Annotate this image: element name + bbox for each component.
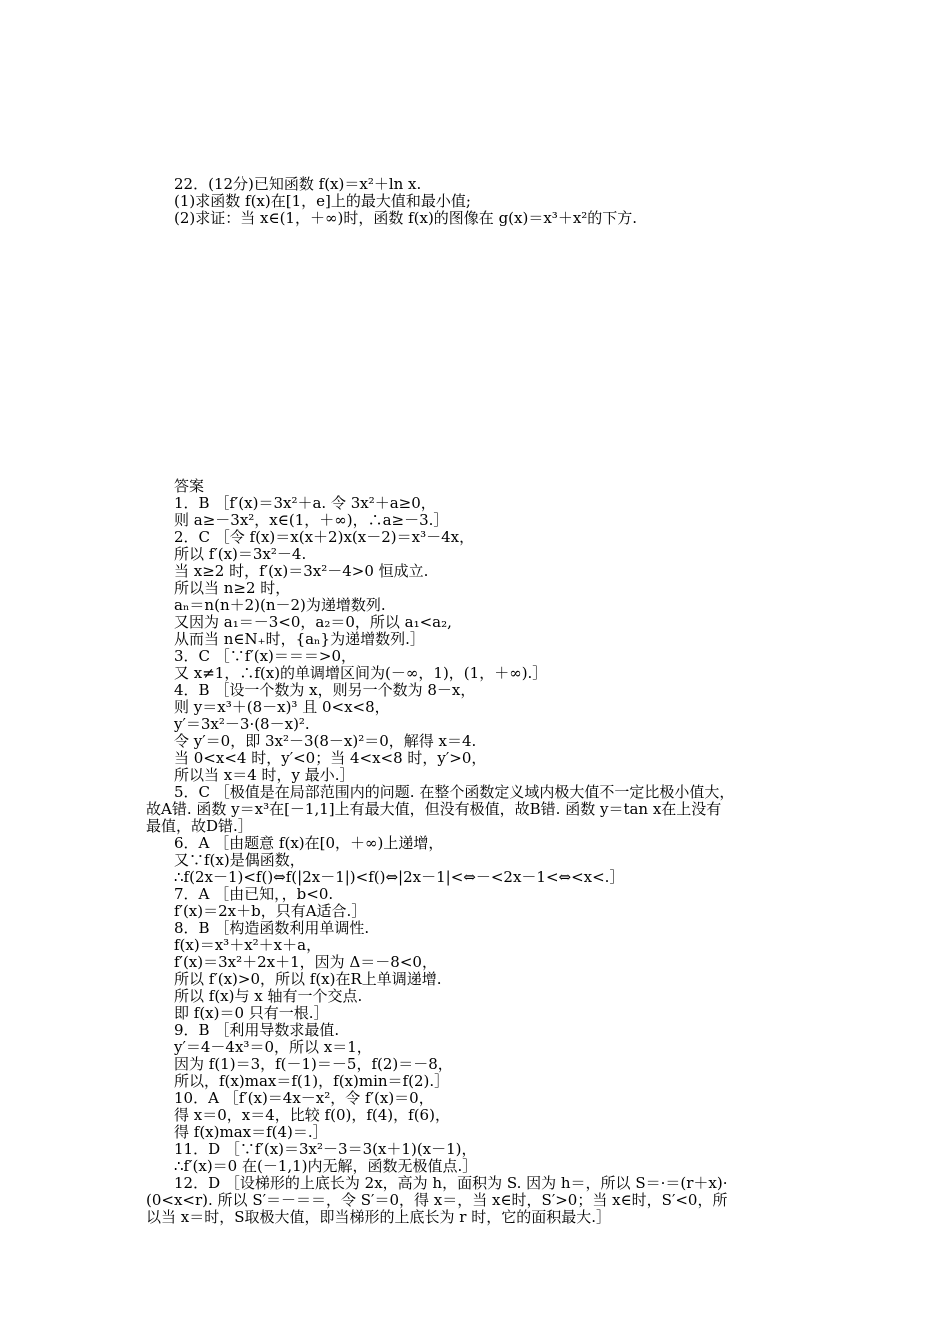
answer-line: 又因为 a₁＝－3<0，a₂＝0，所以 a₁<a₂, [174,613,452,631]
answer-line: 又∵f(x)是偶函数， [174,851,305,869]
answer-line: 又 x≠1，∴f(x)的单调增区间为(－∞，1)，(1，＋∞).］ [174,664,548,682]
answer-line: 所以当 x＝4 时，y 最小.］ [174,766,355,784]
question-22-title: 22．(12分)已知函数 f(x)＝x²＋ln x. [174,175,422,193]
answer-line: 即 f(x)＝0 只有一根.］ [174,1004,329,1022]
answer-line: 7．A ［由已知，，b<0. [174,885,334,903]
answer-line: f′(x)＝2x＋b，只有A适合.］ [174,902,367,920]
answer-line: 3．C ［∵f′(x)＝＝＝>0， [174,647,357,665]
answer-line: 1．B ［f′(x)＝3x²＋a. 令 3x²＋a≥0， [174,494,436,512]
answer-line: 故A错. 函数 y＝x³在[－1,1]上有最大值，但没有极值，故B错. 函数 y＝tan x在上没有 [146,800,722,818]
answer-line: 6．A ［由题意 f(x)在[0，＋∞)上递增， [174,834,444,852]
answer-line: 所以，f(x)max＝f(1)，f(x)min＝f(2).］ [174,1072,450,1090]
answer-line: aₙ＝n(n＋2)(n－2)为递增数列. [174,596,386,614]
answer-line: ∴f′(x)＝0 在(－1,1)内无解，函数无极值点.］ [174,1157,478,1175]
answer-line: 所以当 n≥2 时， [174,579,291,597]
answer-line: 11．D ［∵f′(x)＝3x²－3＝3(x＋1)(x－1)， [174,1140,477,1158]
answer-line: 当 x≥2 时，f′(x)＝3x²－4>0 恒成立. [174,562,429,580]
answer-line: 所以 f(x)与 x 轴有一个交点. [174,987,363,1005]
answer-line: y′＝4－4x³＝0，所以 x＝1， [174,1038,372,1056]
answer-line: 12．D ［设梯形的上底长为 2x，高为 h，面积为 S. 因为 h＝，所以 S＝·＝(r＋x)· [174,1174,728,1192]
answer-line: y′＝3x²－3·(8－x)². [174,715,310,733]
answer-line: 最值，故D错.］ [146,817,253,835]
question-22-part2: (2)求证：当 x∈(1，＋∞)时，函数 f(x)的图像在 g(x)＝x³＋x²的下方. [174,209,638,227]
answer-line: 则 y＝x³＋(8－x)³ 且 0<x<8， [174,698,390,716]
answer-line: 得 f(x)max＝f(4)＝.］ [174,1123,328,1141]
answer-line: 2．C ［令 f(x)＝x(x＋2)x(x－2)＝x³－4x， [174,528,475,546]
answer-line: 以当 x＝时，S取极大值，即当梯形的上底长为 r 时，它的面积最大.］ [146,1208,611,1226]
answer-line: 9．B ［利用导数求最值. [174,1021,340,1039]
answer-line: (0<x<r). 所以 S′＝－＝＝，令 S′＝0，得 x＝，当 x∈时，S′>0；当 x∈时，S′<0，所 [146,1191,728,1209]
answer-line: 5．C ［极值是在局部范围内的问题. 在整个函数定义域内极大值不一定比极小值大， [174,783,735,801]
answer-line: 得 x＝0，x＝4，比较 f(0)，f(4)，f(6)， [174,1106,450,1124]
answer-line: f′(x)＝3x²＋2x＋1，因为 Δ＝－8<0， [174,953,437,971]
answer-line: ∴f(2x－1)<f()⇔f(|2x－1|)<f()⇔|2x－1|<⇔－<2x－1<⇔<x<.］ [174,868,625,886]
answer-line: 因为 f(1)＝3，f(－1)＝－5，f(2)＝－8， [174,1055,453,1073]
answers-heading: 答案 [174,477,205,495]
answer-line: 则 a≥－3x²，x∈(1，＋∞)，∴a≥－3.］ [174,511,449,529]
answer-line: 从而当 n∈N₊时，{aₙ}为递增数列.］ [174,630,425,648]
answer-line: 当 0<x<4 时，y′<0；当 4<x<8 时，y′>0， [174,749,487,767]
question-22-part1: (1)求函数 f(x)在[1，e]上的最大值和最小值; [174,192,471,210]
answer-line: 8．B ［构造函数利用单调性. [174,919,370,937]
answer-line: 4．B ［设一个数为 x，则另一个数为 8－x， [174,681,476,699]
answer-line: 10．A ［f′(x)＝4x－x²，令 f′(x)＝0， [174,1089,434,1107]
answer-line: 所以 f′(x)>0，所以 f(x)在R上单调递增. [174,970,442,988]
answer-line: f(x)＝x³＋x²＋x＋a， [174,936,322,954]
answer-line: 令 y′＝0，即 3x²－3(8－x)²＝0，解得 x＝4. [174,732,477,750]
answer-line: 所以 f′(x)＝3x²－4. [174,545,307,563]
